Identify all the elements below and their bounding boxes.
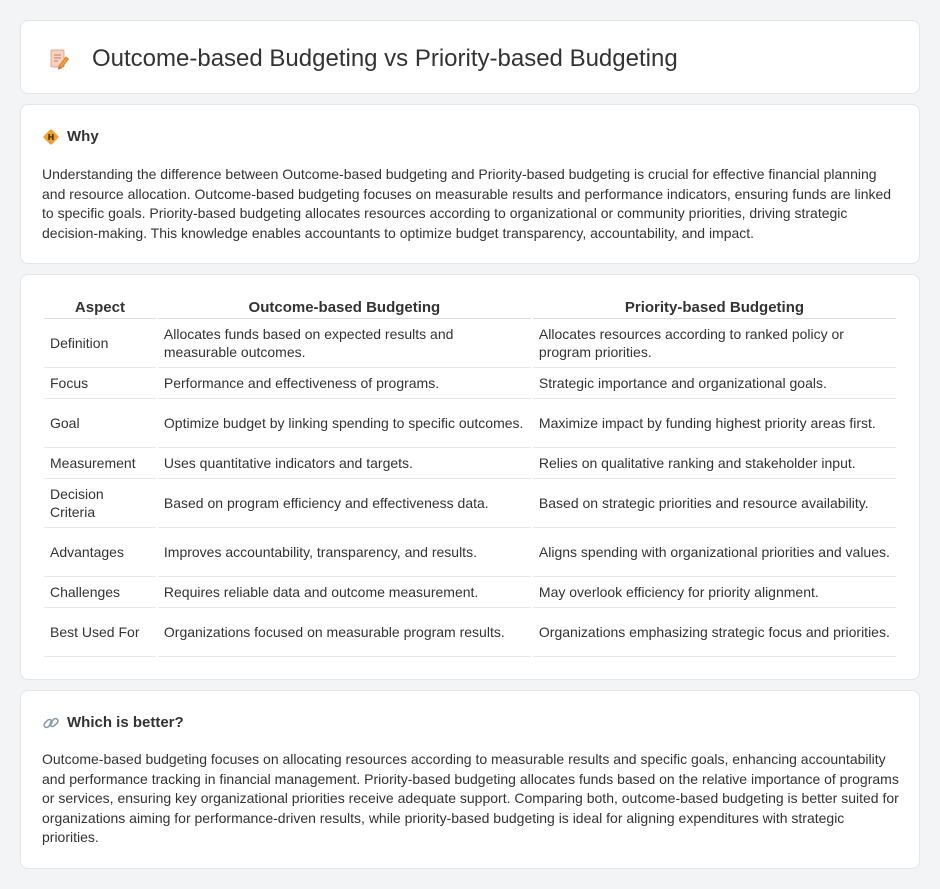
priority-cell: Allocates resources according to ranked policy or program priorities. [533, 319, 896, 368]
aspect-cell: Goal [44, 399, 156, 448]
document-pencil-icon [48, 48, 70, 70]
table-row [44, 479, 896, 528]
priority-cell: Aligns spending with organizational priorities and values. [533, 528, 896, 577]
outcome-cell: Allocates funds based on expected results and measurable outcomes. [158, 319, 531, 368]
link-icon [42, 714, 60, 732]
header-card [20, 20, 920, 94]
priority-cell: Maximize impact by funding highest priority areas first. [533, 399, 896, 448]
which-is-better-section [20, 690, 920, 869]
diamond-warning-icon [42, 128, 60, 146]
aspect-cell: Decision Criteria [44, 479, 156, 528]
table-row [44, 577, 896, 608]
table-row [44, 368, 896, 399]
outcome-cell: Based on program efficiency and effectiveness data. [158, 479, 531, 528]
table-row [44, 399, 896, 448]
table-header-row [44, 295, 896, 319]
aspect-cell: Focus [44, 368, 156, 399]
aspect-cell: Challenges [44, 577, 156, 608]
table-row [44, 608, 896, 657]
outcome-cell: Uses quantitative indicators and targets. [158, 448, 531, 479]
priority-cell: May overlook efficiency for priority alignment. [533, 577, 896, 608]
comparison-table [42, 295, 898, 657]
aspect-cell: Best Used For [44, 608, 156, 657]
priority-cell: Strategic importance and organizational goals. [533, 368, 896, 399]
priority-cell: Organizations emphasizing strategic focus and priorities. [533, 608, 896, 657]
comparison-section [20, 274, 920, 680]
table-row [44, 528, 896, 577]
column-header-priority: Priority-based Budgeting [533, 295, 896, 319]
aspect-cell: Advantages [44, 528, 156, 577]
priority-cell: Relies on qualitative ranking and stakeholder input. [533, 448, 896, 479]
why-section [20, 104, 920, 264]
outcome-cell: Requires reliable data and outcome measurement. [158, 577, 531, 608]
table-row [44, 319, 896, 368]
table-row [44, 448, 896, 479]
outcome-cell: Improves accountability, transparency, and results. [158, 528, 531, 577]
aspect-cell: Measurement [44, 448, 156, 479]
outcome-cell: Optimize budget by linking spending to specific outcomes. [158, 399, 531, 448]
why-text: Understanding the difference between Outcome-based budgeting and Priority-based budgeting is crucial for effective financial planning and resource allocation. Outcome-based budgeting focuses on measurable results and performance indicators, ensuring funds are linked to specific goals. Priority-based budgeting allocates resources according to organizational or community priorities, driving strategic decision-making. This knowledge enables accountants to optimize budget transparency, accountability, and impact. [42, 166, 892, 241]
which-is-better-text: Outcome-based budgeting focuses on allocating resources according to measurable results and specific goals, enhancing accountability and performance tracking in financial management. Priority-based budgeting allocates funds based on the relative importance of programs or services, ensuring key organizational priorities receive adequate support. Comparing both, outcome-based budgeting is better suited for organizations aiming for performance-driven results, while priority-based budgeting is ideal for aligning expenditures with strategic priorities. [42, 751, 899, 845]
column-header-outcome: Outcome-based Budgeting [158, 295, 531, 319]
column-header-aspect: Aspect [44, 295, 156, 319]
outcome-cell: Performance and effectiveness of programs. [158, 368, 531, 399]
priority-cell: Based on strategic priorities and resource availability. [533, 479, 896, 528]
page-title: Outcome-based Budgeting vs Priority-based Budgeting [92, 45, 678, 72]
aspect-cell: Definition [44, 319, 156, 368]
why-title: Why [67, 128, 99, 145]
outcome-cell: Organizations focused on measurable program results. [158, 608, 531, 657]
which-is-better-title: Which is better? [67, 714, 184, 731]
